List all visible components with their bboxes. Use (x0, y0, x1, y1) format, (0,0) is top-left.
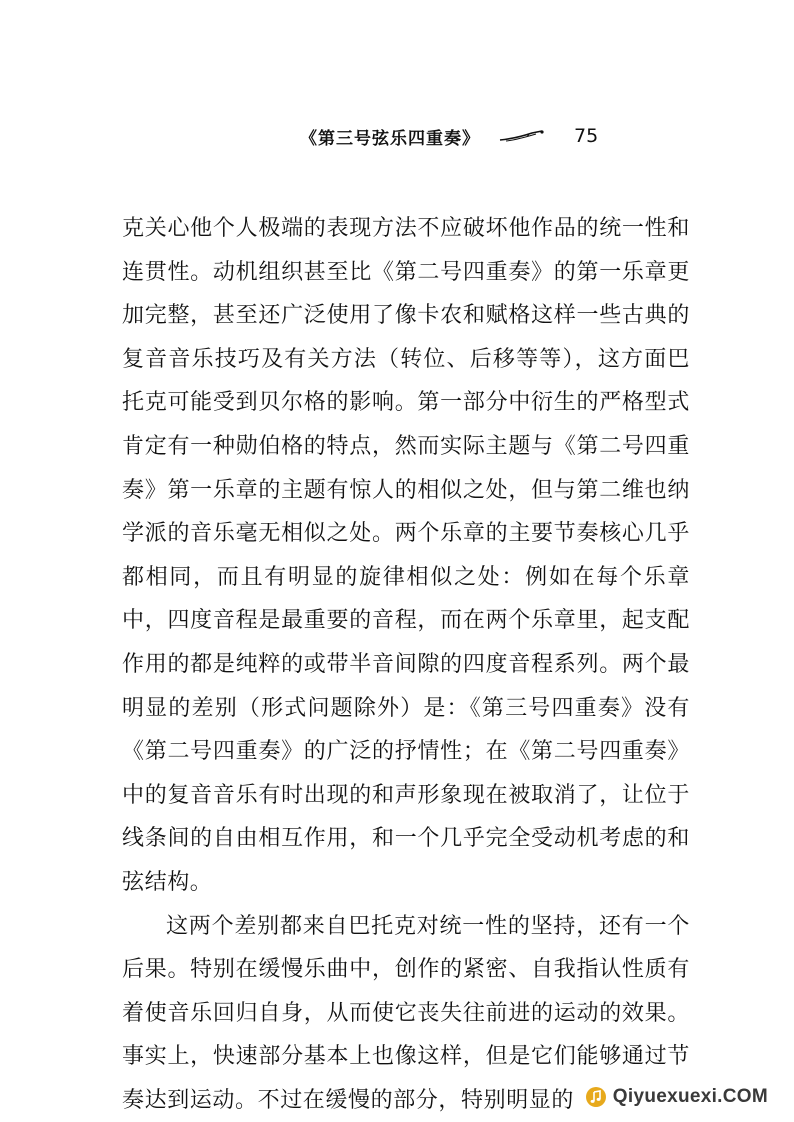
music-note-icon (585, 1086, 607, 1108)
main-text (122, 207, 690, 1122)
running-title: 《第三号弦乐四重奏》 (300, 124, 480, 149)
running-header (300, 120, 660, 152)
watermark-text: Qiyuexuexi.COM (613, 1086, 768, 1108)
page-number: 75 (574, 125, 598, 147)
watermark (585, 1086, 768, 1108)
ornament-icon (498, 129, 546, 143)
paragraph: 克关心他个人极端的表现方法不应破坏他作品的统一性和连贯性。动机组织甚至比《第二号四重奏》的第一乐章更加完整，甚至还广泛使用了像卡农和赋格这样一些古典的复音音乐技巧及有关方法（转位、后移等等），这方面巴托克可能受到贝尔格的影响。第一部分中衍生的严格型式肯定有一种勋伯格的特点，然而实际主题与《第二号四重奏》第一乐章的主题有惊人的相似之处，但与第二维也纳学派的音乐毫无相似之处。两个乐章的主要节奏核心几乎都相同，而且有明显的旋律相似之处：例如在每个乐章中，四度音程是最重要的音程，而在两个乐章里，起支配作用的都是纯粹的或带半音间隙的四度音程系列。两个最明显的差别（形式问题除外）是：《第三号四重奏》没有《第二号四重奏》的广泛的抒情性；在《第二号四重奏》中的复音音乐有时出现的和声形象现在被取消了，让位于线条间的自由相互作用，和一个几乎完全受动机考虑的和弦结构。 (122, 207, 690, 905)
paragraph: 这两个差别都来自巴托克对统一性的坚持，还有一个后果。特别在缓慢乐曲中，创作的紧密、自我指认性质有着使音乐回归自身，从而使它丧失往前进的运动的效果。事实上，快速部分基本上也像这样，但是它们能够通过节奏达到运动。不过在缓慢的部分，特别明显的 (122, 905, 690, 1122)
